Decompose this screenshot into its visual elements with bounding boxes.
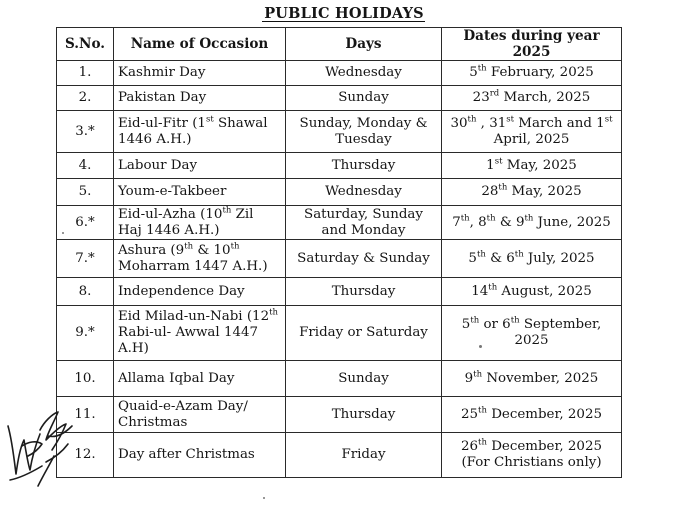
cell-occasion: Day after Christmas: [114, 433, 286, 478]
cell-dates: [442, 240, 622, 278]
header-name: Name of Occasion: [114, 28, 286, 61]
cell-dates: [442, 111, 622, 153]
scan-speck: [263, 497, 265, 499]
table-row: [57, 179, 622, 206]
cell-occasion: Ashura (9th & 10th Moharram 1447 A.H.): [114, 240, 286, 278]
date-text: 1st May, 2025: [486, 156, 577, 173]
date-text: 30th , 31st March and 1st April, 2025: [450, 114, 613, 147]
cell-dates: [442, 278, 622, 306]
cell-days: Saturday, Sunday and Monday: [286, 206, 442, 240]
date-text: 14th August, 2025: [471, 282, 592, 299]
cell-dates: [442, 61, 622, 86]
cell-dates: [442, 206, 622, 240]
title-text: PUBLIC HOLIDAYS: [264, 5, 424, 22]
cell-occasion: Quaid-e-Azam Day/ Christmas: [114, 397, 286, 433]
header-days: Days: [286, 28, 442, 61]
cell-sno: 1.: [57, 61, 114, 86]
public-holidays-table: [56, 27, 622, 478]
signature-icon: [2, 400, 80, 492]
date-note: (For Christians only): [461, 455, 602, 470]
cell-days: Friday or Saturday: [286, 306, 442, 361]
cell-sno: 4.: [57, 153, 114, 179]
table-row: [57, 397, 622, 433]
cell-sno: 7.*: [57, 240, 114, 278]
table-row: [57, 61, 622, 86]
cell-occasion: Labour Day: [114, 153, 286, 179]
scan-speck: [479, 345, 482, 348]
cell-sno: 8.: [57, 278, 114, 306]
table-row: [57, 361, 622, 397]
date-text: 23rd March, 2025: [472, 88, 591, 105]
date-text: 5th & 6th July, 2025: [468, 249, 595, 266]
cell-occasion: Youm-e-Takbeer: [114, 179, 286, 206]
cell-dates: [442, 86, 622, 111]
cell-occasion: Eid-ul-Azha (10th Zil Haj 1446 A.H.): [114, 206, 286, 240]
table-body: [57, 61, 622, 478]
date-text: 7th, 8th & 9th June, 2025: [452, 213, 611, 230]
cell-sno: 2.: [57, 86, 114, 111]
table-row: [57, 278, 622, 306]
table-row: [57, 111, 622, 153]
date-text: 5th February, 2025: [469, 63, 594, 80]
table-row: [57, 86, 622, 111]
cell-dates: [442, 179, 622, 206]
cell-dates: [442, 306, 622, 361]
scan-speck: [62, 232, 64, 234]
table-row: [57, 206, 622, 240]
cell-days: Thursday: [286, 278, 442, 306]
cell-days: Wednesday: [286, 179, 442, 206]
cell-days: Thursday: [286, 397, 442, 433]
date-text: 5th or 6th September, 2025: [461, 315, 602, 348]
cell-days: Sunday: [286, 361, 442, 397]
cell-days: Wednesday: [286, 61, 442, 86]
date-text: 28th May, 2025: [481, 182, 582, 199]
cell-sno: 9.*: [57, 306, 114, 361]
table-row: [57, 240, 622, 278]
cell-occasion: Eid-ul-Fitr (1st Shawal 1446 A.H.): [114, 111, 286, 153]
table-row: [57, 153, 622, 179]
cell-occasion: Allama Iqbal Day: [114, 361, 286, 397]
cell-days: Saturday & Sunday: [286, 240, 442, 278]
header-row: [57, 28, 622, 61]
cell-sno: 6.*: [57, 206, 114, 240]
cell-occasion: Kashmir Day: [114, 61, 286, 86]
date-text: 26th December, 2025: [461, 437, 602, 454]
cell-days: Sunday: [286, 86, 442, 111]
cell-sno: 10.: [57, 361, 114, 397]
cell-days: Sunday, Monday & Tuesday: [286, 111, 442, 153]
cell-dates: [442, 397, 622, 433]
date-text: 9th November, 2025: [464, 369, 599, 386]
cell-sno: 5.: [57, 179, 114, 206]
date-text: 25th December, 2025: [461, 405, 602, 422]
cell-days: Friday: [286, 433, 442, 478]
cell-occasion: Eid Milad-un-Nabi (12th Rabi-ul- Awwal 1447 A.H): [114, 306, 286, 361]
header-dates: Dates during year 2025: [442, 28, 622, 61]
cell-sno: 11.: [57, 397, 114, 433]
table-row: [57, 306, 622, 361]
table-row: [57, 433, 622, 478]
cell-occasion: Independence Day: [114, 278, 286, 306]
cell-sno: 3.*: [57, 111, 114, 153]
header-sno: S.No.: [57, 28, 114, 61]
document-title: [0, 5, 675, 22]
cell-dates: [442, 433, 622, 478]
cell-occasion: Pakistan Day: [114, 86, 286, 111]
cell-days: Thursday: [286, 153, 442, 179]
cell-sno: 12.: [57, 433, 114, 478]
cell-dates: [442, 153, 622, 179]
cell-dates: [442, 361, 622, 397]
